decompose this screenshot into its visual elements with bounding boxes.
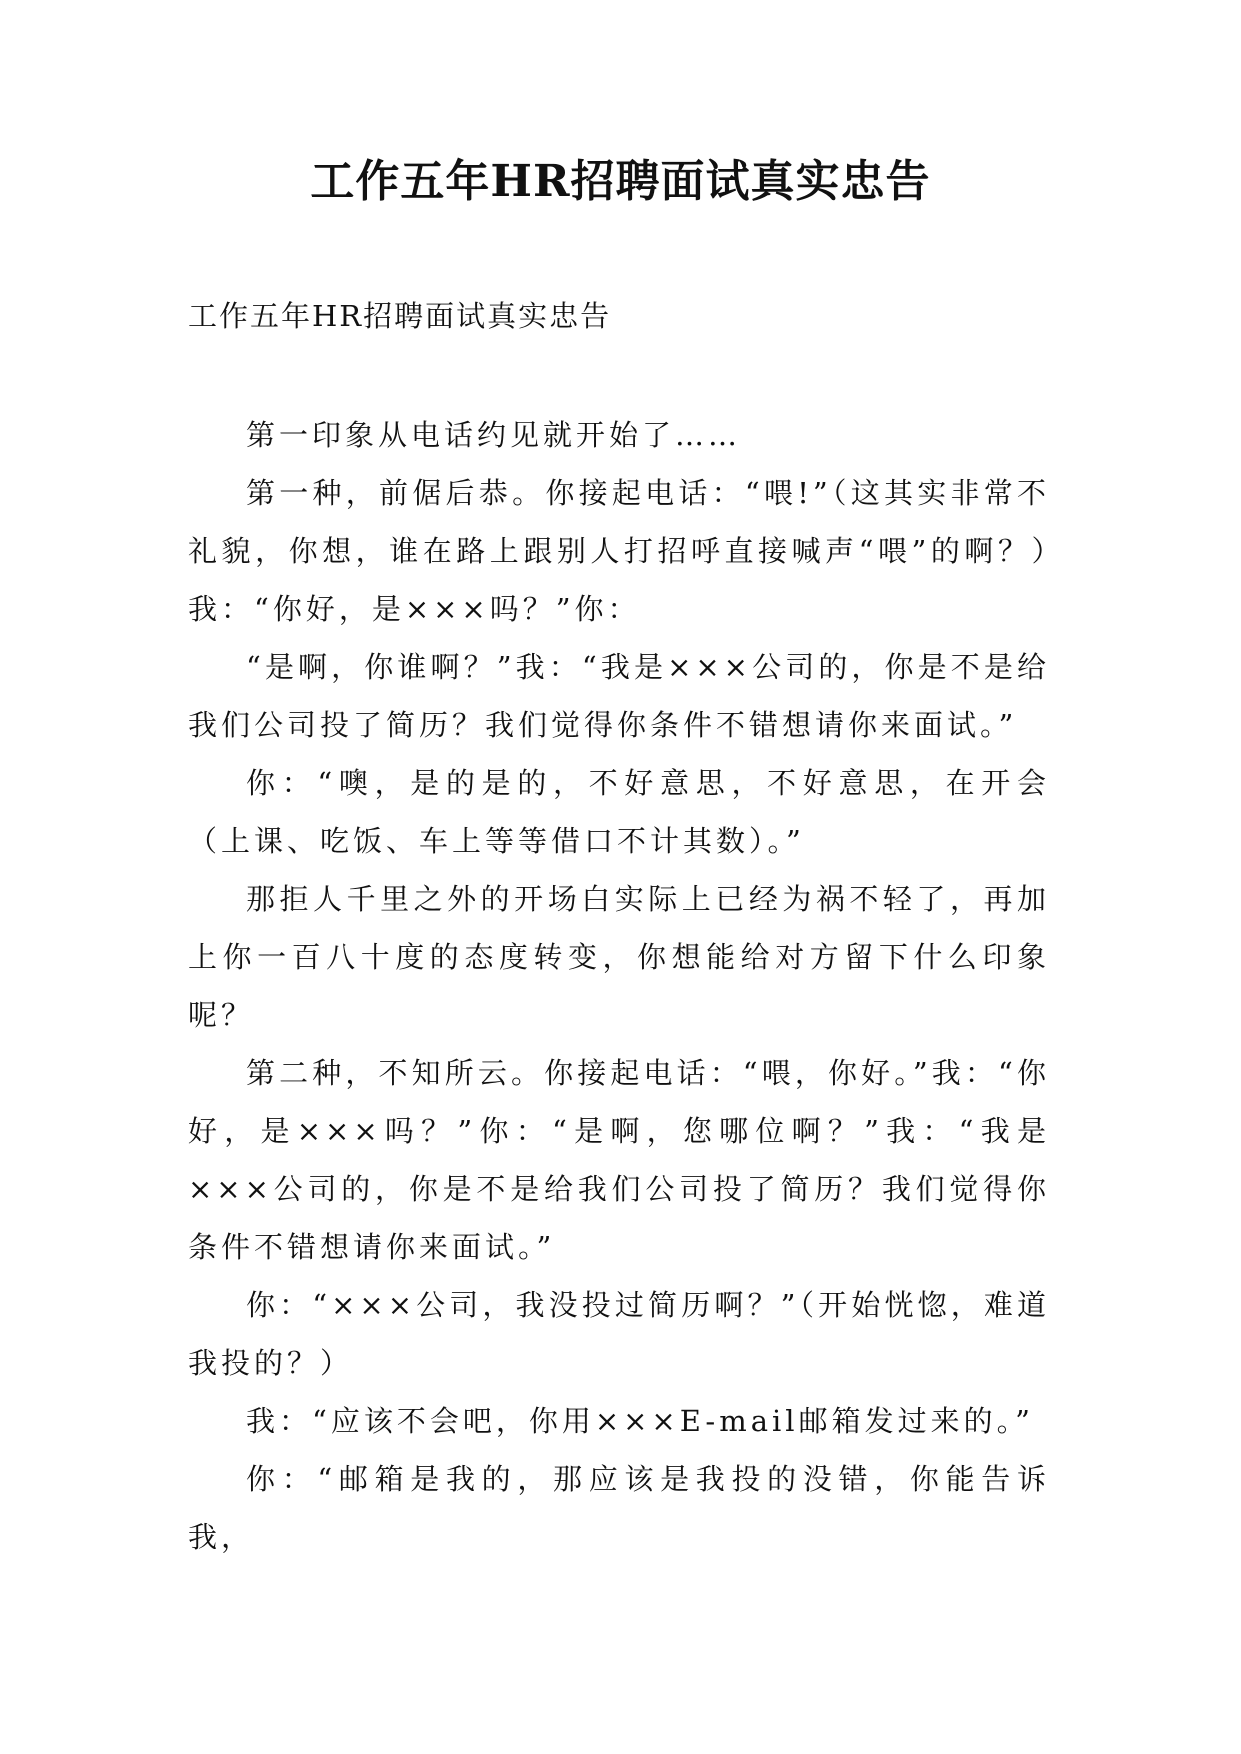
- paragraph: 第二种，不知所云。你接起电话：“喂，你好。”我：“你好，是×××吗？”你：“是啊，您哪位啊？”我：“我是×××公司的，你是不是给我们公司投了简历？我们觉得你条件不错想请你来面试。”: [188, 1056, 1050, 1264]
- paragraph: 我：“应该不会吧，你用×××E-mail邮箱发过来的。”: [246, 1404, 1034, 1438]
- paragraph: 第一印象从电话约见就开始了……: [246, 418, 742, 452]
- document-body: [188, 406, 1050, 1566]
- document-title: 工作五年HR招聘面试真实忠告: [310, 156, 931, 207]
- paragraph: 你：“邮箱是我的，那应该是我投的没错，你能告诉我，: [188, 1462, 1050, 1554]
- paragraph: “是啊，你谁啊？”我：“我是×××公司的，你是不是给我们公司投了简历？我们觉得你条件不错想请你来面试。”: [188, 650, 1050, 742]
- document-subtitle: 工作五年HR招聘面试真实忠告: [188, 299, 612, 333]
- paragraph: 你：“×××公司，我没投过简历啊？”（开始恍惚，难道我投的？）: [188, 1288, 1050, 1380]
- paragraph: 第一种，前倨后恭。你接起电话：“喂!”（这其实非常不礼貌，你想，谁在路上跟别人打招呼直接喊声“喂”的啊？）我：“你好，是×××吗？”你：: [188, 476, 1050, 626]
- paragraph: 那拒人千里之外的开场白实际上已经为祸不轻了，再加上你一百八十度的态度转变，你想能给对方留下什么印象呢？: [188, 882, 1050, 1032]
- paragraph: 你：“噢，是的是的，不好意思，不好意思，在开会（上课、吃饭、车上等等借口不计其数）。”: [188, 766, 1050, 858]
